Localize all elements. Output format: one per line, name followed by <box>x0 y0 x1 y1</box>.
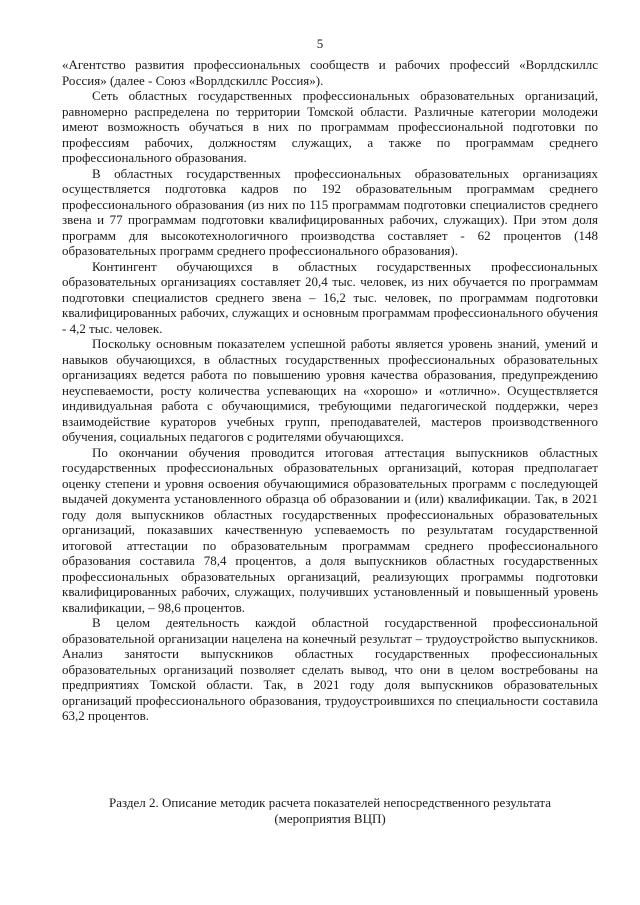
paragraph-3: В областных государственных профессиональных образовательных организациях осуществляется подготовка кадров по 192 образовательным программам среднего профессионального образования (из них по 115 программам подготовки специалистов среднего звена и 77 программам подготовки квалифицированных рабочих, служащих). При этом доля программ для высокотехнологичного производства составляет - 62 процентов (148 образовательных программ среднего профессионального образования). <box>62 165 598 258</box>
paragraph-6: По окончании обучения проводится итоговая аттестация выпускников областных государственных профессиональных образовательных организаций, которая предполагает оценку степени и уровня освоения обучающимися образовательных программ с последующей выдачей документа установленного образца об образовании и (или) квалификации. Так, в 2021 году доля выпускников областных государственных профессиональных образовательных организаций, показавших качественную успеваемость по результатам государственной итоговой аттестации по образовательным программам среднего профессионального образования составила 78,4 процентов, а доля выпускников областных государственных профессиональных образовательных организаций, реализующих программы подготовки квалифицированных рабочих, служащих, получивших установленный и повышенный уровень квалификации, – 98,6 процентов. <box>62 444 598 615</box>
paragraph-5: Поскольку основным показателем успешной работы является уровень знаний, умений и навыков обучающихся, в областных государственных профессиональных образовательных организациях ведется работа по повышению уровня качества образования, предупреждению неуспеваемости, росту количества успевающих на «хорошо» и «отлично». Осуществляется индивидуальная работа с обучающимися, требующими педагогической поддержки, через взаимодействие кураторов учебных групп, преподавателей, мастеров производственного обучения, социальных педагогов с родителями обучающихся. <box>62 336 598 444</box>
paragraph-7: В целом деятельность каждой областной государственной профессиональной образовательной организации нацелена на конечный результат – трудоустройство выпускников. Анализ занятости выпускников областных государственных профессиональных образовательных организаций позволяет сделать вывод, что они в целом востребованы на предприятиях Томской области. Так, в 2021 году доля выпускников образовательных организаций профессионального образования, трудоустроившихся по специальности составила 63,2 процентов. <box>62 615 598 723</box>
page-number: 5 <box>316 36 324 51</box>
section-heading <box>62 795 598 827</box>
paragraph-1: «Агентство развития профессиональных сообществ и рабочих профессий «Ворлдскиллс Россия» (далее - Союз «Ворлдскиллс Россия»). <box>62 57 598 88</box>
paragraph-4: Контингент обучающихся в областных государственных профессиональных образовательных организациях составляет 20,4 тыс. человек, из них обучается по программам подготовки специалистов среднего звена – 16,2 тыс. человек, по программам подготовки квалифицированных рабочих, служащих и основным программам профессионального обучения - 4,2 тыс. человек. <box>62 258 598 336</box>
section-heading-line-2: (мероприятия ВЦП) <box>274 811 386 826</box>
body-text <box>62 57 598 724</box>
paragraph-2: Сеть областных государственных профессиональных образовательных организаций, равномерно распределена по территории Томской области. Различные категории молодежи имеют возможность обучаться в них по программам профессиональной подготовки по профессиям рабочих, должностям служащих, а также по программам среднего профессионального образования. <box>62 88 598 165</box>
section-heading-line-1: Раздел 2. Описание методик расчета показателей непосредственного результата <box>109 795 551 810</box>
